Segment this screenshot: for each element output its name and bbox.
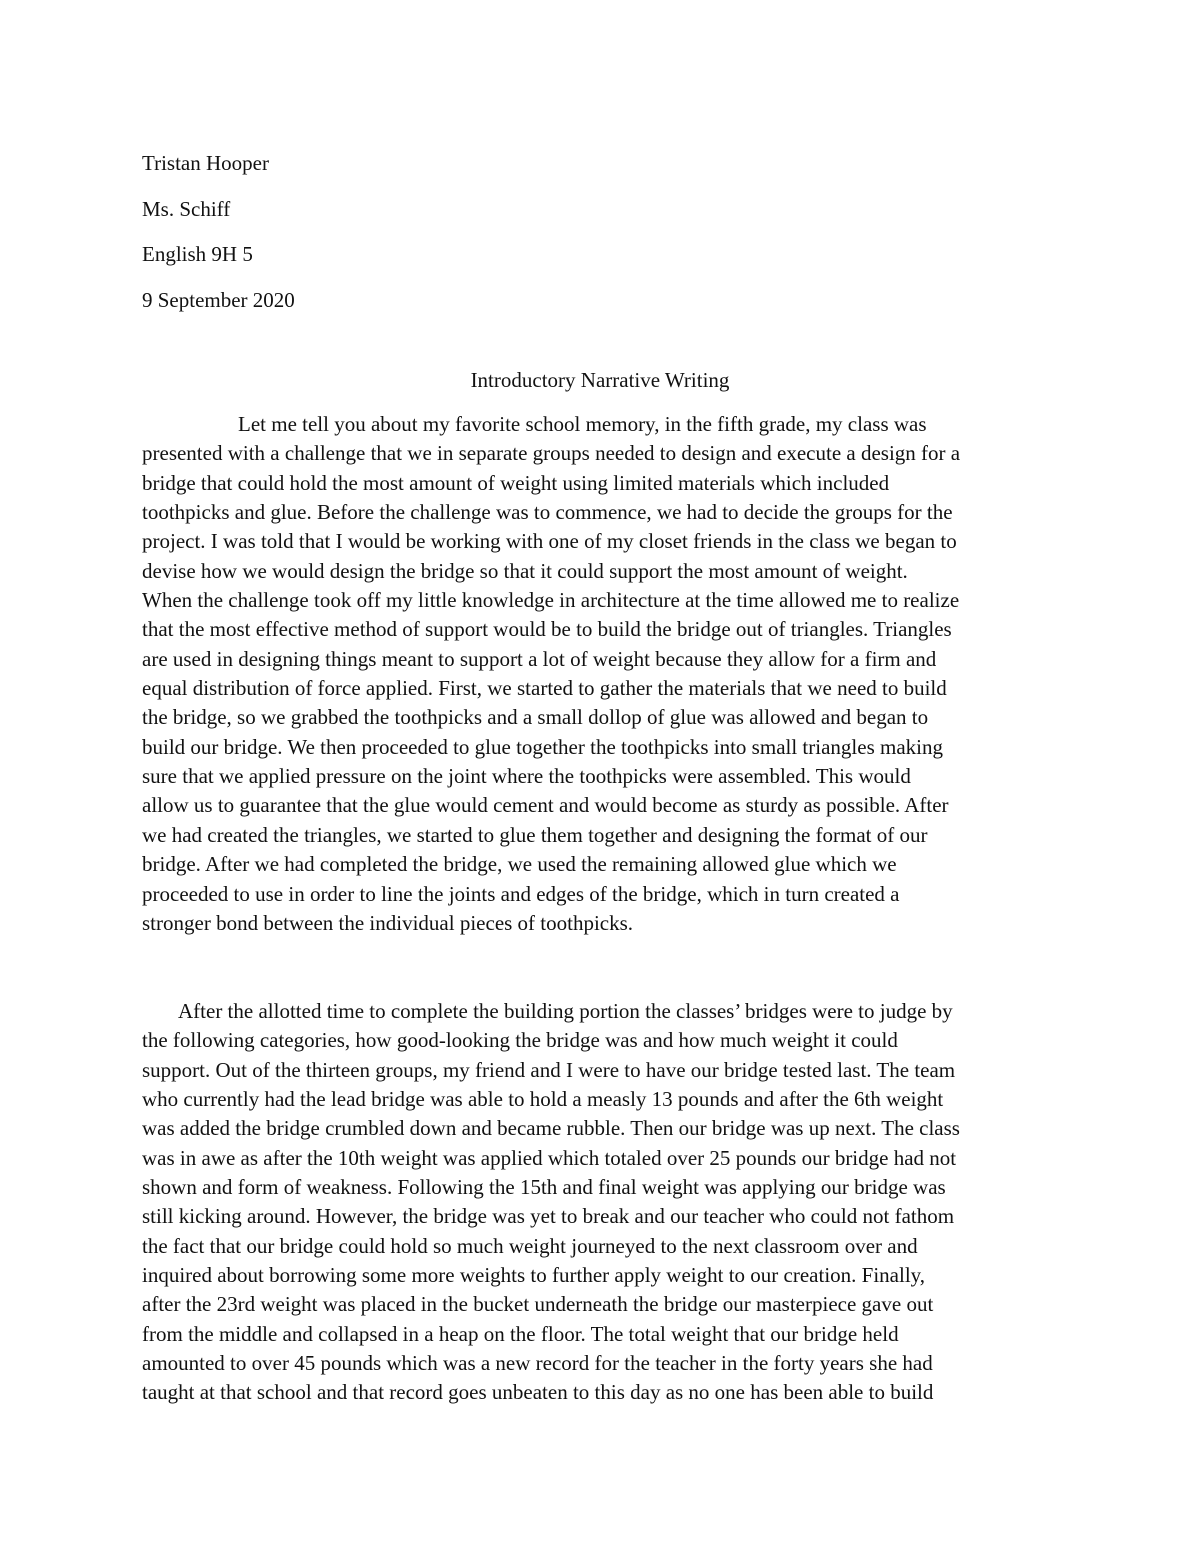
paragraph-line: toothpicks and glue. Before the challenge was to commence, we had to decide the groups for the (142, 500, 953, 525)
paragraph-line: are used in designing things meant to support a lot of weight because they allow for a firm and (142, 646, 937, 671)
course-name: English 9H 5 (142, 242, 253, 266)
paragraph-line: inquired about borrowing some more weights to further apply weight to our creation. Finally, (142, 1263, 926, 1288)
paragraph-line: taught at that school and that record goes unbeaten to this day as no one has been able to build (142, 1380, 934, 1405)
paragraph-line: Let me tell you about my favorite school memory, in the fifth grade, my class was (238, 412, 927, 436)
paragraph-line: sure that we applied pressure on the joint where the toothpicks were assembled. This would (142, 764, 911, 789)
paragraph-line: from the middle and collapsed in a heap on the floor. The total weight that our bridge held (142, 1321, 899, 1346)
paragraph-line: build our bridge. We then proceeded to glue together the toothpicks into small triangles making (142, 734, 943, 759)
student-name: Tristan Hooper (142, 151, 269, 175)
paragraph-line: project. I was told that I would be working with one of my closet friends in the class we began to (142, 529, 957, 554)
paragraph-line: the fact that our bridge could hold so much weight journeyed to the next classroom over and (142, 1233, 918, 1258)
paragraph-line: the following categories, how good-looking the bridge was and how much weight it could (142, 1028, 898, 1053)
paragraph-line: stronger bond between the individual pieces of toothpicks. (142, 910, 634, 935)
paragraph-line: When the challenge took off my little knowledge in architecture at the time allowed me to realize (142, 588, 960, 613)
teacher-name: Ms. Schiff (142, 196, 231, 221)
paragraph-line: still kicking around. However, the bridge was yet to break and our teacher who could not fathom (142, 1204, 955, 1229)
paragraph-line: that the most effective method of support would be to build the bridge out of triangles. Triangles (142, 617, 952, 642)
paragraph-line: support. Out of the thirteen groups, my friend and I were to have our bridge tested last. The team (142, 1057, 956, 1082)
paragraph-line: was added the bridge crumbled down and became rubble. Then our bridge was up next. The class (142, 1116, 960, 1141)
paragraph-line: after the 23rd weight was placed in the bucket underneath the bridge our masterpiece gave out (142, 1292, 934, 1317)
essay-date: 9 September 2020 (142, 287, 295, 312)
paragraph-line: who currently had the lead bridge was able to hold a measly 13 pounds and after the 6th weight (142, 1087, 944, 1112)
paragraph-line: we had created the triangles, we started to glue them together and designing the format of our (142, 822, 928, 847)
paragraph-line: proceeded to use in order to line the joints and edges of the bridge, which in turn created a (142, 881, 900, 906)
paragraph-line: bridge that could hold the most amount of weight using limited materials which included (142, 470, 890, 495)
paragraph-line: equal distribution of force applied. First, we started to gather the materials that we need to build (142, 676, 947, 701)
paragraph-line: After the allotted time to complete the building portion the classes’ bridges were to judge by (178, 999, 953, 1023)
paragraph-line: shown and form of weakness. Following the 15th and final weight was applying our bridge was (142, 1175, 946, 1200)
paragraph-2 (142, 997, 1072, 1408)
paragraph-1 (142, 410, 1072, 938)
paragraph-line: bridge. After we had completed the bridge, we used the remaining allowed glue which we (142, 852, 897, 877)
paragraph-line: allow us to guarantee that the glue would cement and would become as sturdy as possible. After (142, 793, 949, 818)
paragraph-line: was in awe as after the 10th weight was applied which totaled over 25 pounds our bridge had not (142, 1145, 957, 1170)
paragraph-line: the bridge, so we grabbed the toothpicks and a small dollop of glue was allowed and began to (142, 705, 929, 730)
paragraph-line: presented with a challenge that we in separate groups needed to design and execute a design for a (142, 441, 961, 466)
paragraph-line: amounted to over 45 pounds which was a new record for the teacher in the forty years she had (142, 1351, 933, 1376)
mla-heading (142, 141, 1042, 323)
essay-title: Introductory Narrative Writing (470, 368, 730, 392)
paragraph-line: devise how we would design the bridge so that it could support the most amount of weight. (142, 558, 908, 583)
